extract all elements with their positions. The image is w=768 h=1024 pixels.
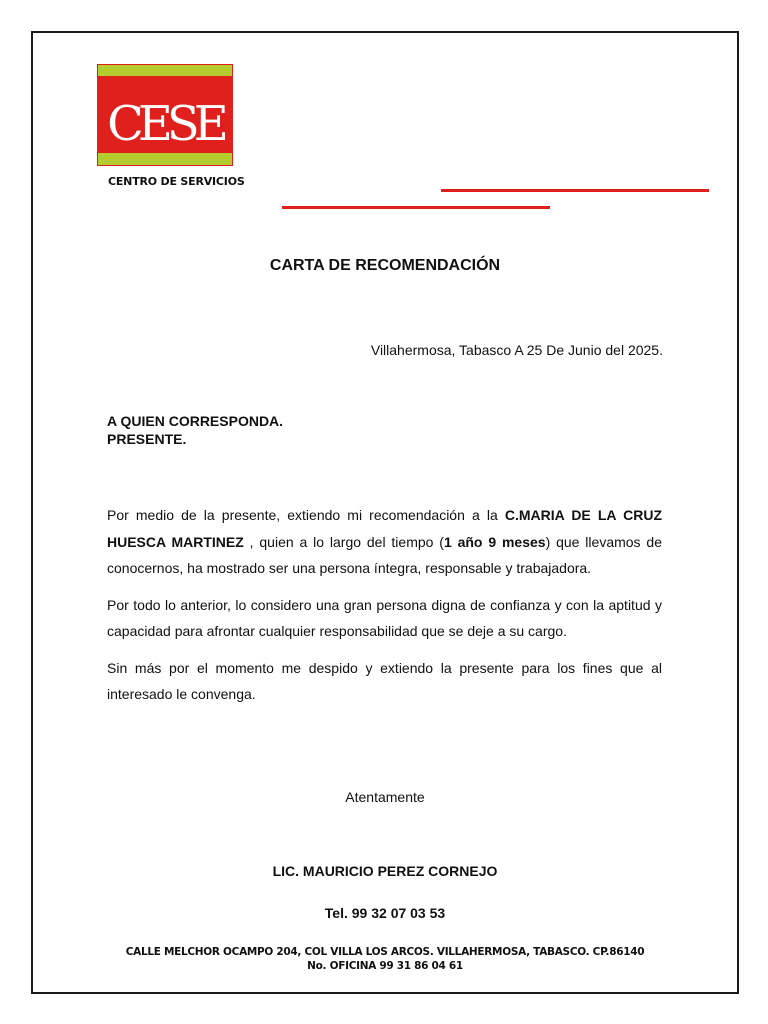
letter-body [107,502,662,718]
signer-name: LIC. MAURICIO PEREZ CORNEJO [272,863,498,879]
footer-office-phone: No. OFICINA 99 31 86 04 61 [307,960,463,972]
logo-subtitle: CENTRO DE SERVICIOS [108,175,245,188]
signer-phone: Tel. 99 32 07 03 53 [324,905,446,921]
decorative-red-line-bottom [282,206,550,209]
logo-text: CESE [107,96,223,152]
paragraph-1-intro: Por medio de la presente, extiendo mi recomendación a la [107,507,505,523]
footer-address-block [33,945,737,973]
recommended-person-name: C.MARIA DE LA CRUZ HUESCA MARTINEZ [107,507,662,550]
salutation [107,412,283,448]
closing: Atentamente [345,789,425,805]
paragraph-1-mid: , quien a lo largo del tiempo ( [243,533,444,550]
acquaintance-duration: 1 año 9 meses [443,533,546,550]
paragraph-1 [107,502,662,582]
paragraph-2: Por todo lo anterior, lo considero una gran persona digna de confianza y con la aptitud y capacidad para afrontar cualquier responsabilidad que se deje a su cargo. [107,596,662,639]
letter-page [31,31,739,994]
footer-address: CALLE MELCHOR OCAMPO 204, COL VILLA LOS ARCOS. VILLAHERMOSA, TABASCO. CP.86140 [125,946,645,958]
paragraph-1-end: ) que llevamos de conocernos, ha mostrado ser una persona íntegra, responsable y trabajadora. [107,533,662,576]
salutation-line-2: PRESENTE. [107,431,187,447]
salutation-line-1: A QUIEN CORRESPONDA. [107,413,284,429]
date-line: Villahermosa, Tabasco A 25 De Junio del 2025. [370,342,663,358]
letter-title: CARTA DE RECOMENDACIÓN [269,257,501,274]
company-logo [97,64,233,166]
paragraph-3: Sin más por el momento me despido y extiendo la presente para los fines que al interesado le convenga. [107,659,662,702]
decorative-red-line-top [441,189,709,192]
